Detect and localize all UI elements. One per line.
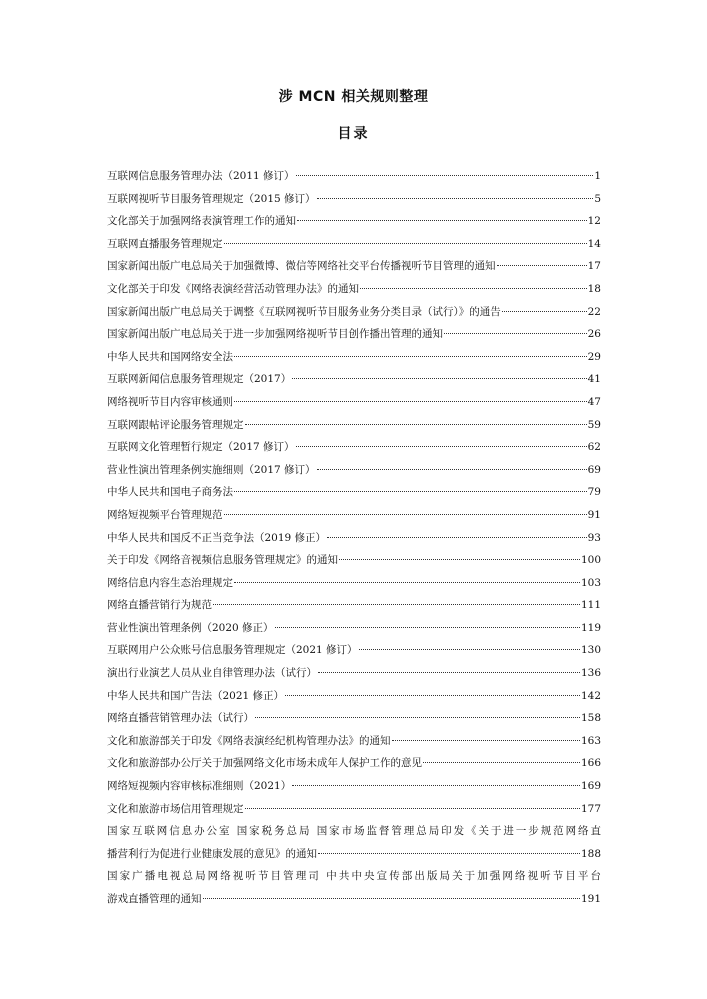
toc-entry-page: 79	[587, 486, 601, 499]
toc-leader-dots	[292, 378, 586, 379]
toc-entry[interactable]	[107, 685, 601, 708]
toc-entry[interactable]	[107, 549, 601, 572]
toc-entry-title: 国家新闻出版广电总局关于加强微博、微信等网络社交平台传播视听节目管理的通知	[107, 260, 496, 273]
toc-entry-page: 91	[587, 508, 601, 521]
toc-entry-title: 网络短视频内容审核标准细则（2021）	[107, 780, 292, 793]
toc-entry-page: 14	[587, 237, 601, 250]
toc-entry-page: 5	[594, 192, 601, 205]
toc-entry[interactable]	[107, 820, 601, 865]
toc-entry[interactable]	[107, 233, 601, 256]
toc-entry-title: 中华人民共和国网络安全法	[107, 350, 233, 363]
toc-entry[interactable]	[107, 775, 601, 798]
toc-entry-title-line2-row	[107, 843, 601, 866]
toc-entry[interactable]	[107, 165, 601, 188]
toc-entry[interactable]	[107, 730, 601, 753]
toc-entry[interactable]	[107, 323, 601, 346]
toc-entry-page: 103	[580, 576, 601, 589]
toc-leader-dots	[296, 446, 587, 447]
toc-entry[interactable]	[107, 414, 601, 437]
toc-leader-dots	[339, 559, 580, 560]
toc-entry-page: 100	[580, 554, 601, 567]
toc-entry[interactable]	[107, 436, 601, 459]
toc-entry-page: 69	[587, 463, 601, 476]
toc-entry-title-line2: 播营利行为促进行业健康发展的意见》的通知	[107, 847, 317, 860]
toc-entry-title: 中华人民共和国反不正当竞争法（2019 修正）	[107, 531, 327, 544]
toc-entry-title: 互联网信息服务管理办法（2011 修订）	[107, 170, 295, 182]
toc-leader-dots	[502, 311, 587, 312]
toc-entry-title: 互联网用户公众账号信息服务管理规定（2021 修订）	[107, 644, 358, 657]
toc-entry-title: 演出行业演艺人员从业自律管理办法（试行）	[107, 667, 317, 680]
toc-entry-page: 93	[587, 531, 601, 544]
toc-entry-page: 191	[580, 893, 601, 905]
toc-leader-dots	[203, 898, 580, 899]
toc-entry-title: 营业性演出管理条例（2020 修正）	[107, 621, 274, 634]
toc-entry-title: 互联网视听节目服务管理规定（2015 修订）	[107, 192, 316, 205]
toc-leader-dots	[444, 333, 587, 334]
toc-leader-dots	[360, 288, 587, 289]
toc-entry-title: 网络信息内容生态治理规定	[107, 576, 233, 589]
toc-entry-title-line1: 国家互联网信息办公室 国家税务总局 国家市场监督管理总局印发《关于进一步规范网络直	[107, 825, 601, 838]
toc-entry-page: 136	[580, 667, 601, 680]
toc-leader-dots	[224, 243, 587, 244]
toc-entry-page: 177	[580, 802, 601, 815]
toc-entry[interactable]	[107, 368, 601, 391]
toc-entry-page: 26	[587, 328, 601, 341]
toc-entry-title: 网络视听节目内容审核通则	[107, 395, 233, 408]
toc-entry-title-line1: 国家广播电视总局网络视听节目管理司 中共中央宣传部出版局关于加强网络视听节目平台	[107, 870, 601, 883]
table-of-contents	[107, 165, 601, 911]
toc-entry-title-line2: 游戏直播管理的通知	[107, 893, 202, 905]
toc-leader-dots	[245, 808, 580, 809]
toc-entry[interactable]	[107, 391, 601, 414]
toc-entry-page: 142	[580, 689, 601, 702]
toc-entry-page: 119	[580, 621, 601, 634]
toc-leader-dots	[292, 785, 580, 786]
toc-entry[interactable]	[107, 865, 601, 910]
toc-entry-page: 163	[580, 734, 601, 747]
toc-entry-page: 169	[580, 780, 601, 793]
toc-entry-title: 中华人民共和国广告法（2021 修正）	[107, 689, 285, 702]
toc-entry[interactable]	[107, 459, 601, 482]
toc-leader-dots	[297, 220, 587, 221]
toc-entry-page: 188	[580, 847, 601, 860]
toc-entry[interactable]	[107, 639, 601, 662]
toc-entry[interactable]	[107, 572, 601, 595]
toc-leader-dots	[255, 717, 580, 718]
toc-leader-dots	[234, 491, 587, 492]
toc-entry-title-line2-row	[107, 888, 601, 911]
toc-leader-dots	[234, 356, 587, 357]
toc-entry[interactable]	[107, 188, 601, 211]
toc-leader-dots	[318, 853, 580, 854]
toc-leader-dots	[327, 537, 587, 538]
toc-entry[interactable]	[107, 278, 601, 301]
toc-entry[interactable]	[107, 594, 601, 617]
toc-entry-page: 59	[587, 418, 601, 431]
toc-heading: 目录	[337, 126, 370, 142]
toc-leader-dots	[296, 175, 594, 176]
toc-entry-page: 111	[580, 599, 601, 612]
toc-entry[interactable]	[107, 504, 601, 527]
toc-entry-title: 国家新闻出版广电总局关于进一步加强网络视听节目创作播出管理的通知	[107, 328, 443, 341]
toc-entry-title: 文化和旅游市场信用管理规定	[107, 802, 244, 815]
toc-entry-page: 1	[594, 170, 601, 182]
toc-entry-title: 互联网文化管理暂行规定（2017 修订）	[107, 441, 295, 454]
toc-entry-title: 文化和旅游部办公厅关于加强网络文化市场未成年人保护工作的意见	[107, 757, 422, 770]
toc-entry[interactable]	[107, 662, 601, 685]
toc-entry-page: 130	[580, 644, 601, 657]
toc-entry-title: 网络直播营销行为规范	[107, 599, 212, 612]
toc-leader-dots	[423, 762, 580, 763]
toc-entry[interactable]	[107, 255, 601, 278]
toc-entry-page: 18	[587, 282, 601, 295]
toc-entry[interactable]	[107, 346, 601, 369]
toc-entry[interactable]	[107, 798, 601, 821]
toc-leader-dots	[392, 740, 580, 741]
toc-entry[interactable]	[107, 707, 601, 730]
toc-entry[interactable]	[107, 210, 601, 233]
toc-entry[interactable]	[107, 481, 601, 504]
toc-entry-title: 互联网跟帖评论服务管理规定	[107, 418, 244, 431]
toc-entry[interactable]	[107, 752, 601, 775]
toc-entry-page: 22	[587, 305, 601, 318]
toc-entry-title: 关于印发《网络音视频信息服务管理规定》的通知	[107, 554, 338, 567]
toc-entry-title: 文化部关于加强网络表演管理工作的通知	[107, 215, 296, 228]
toc-entry-title: 网络直播营销管理办法（试行）	[107, 712, 254, 725]
toc-leader-dots	[359, 649, 580, 650]
toc-leader-dots	[317, 469, 587, 470]
toc-entry-title: 中华人民共和国电子商务法	[107, 486, 233, 499]
toc-entry-title: 营业性演出管理条例实施细则（2017 修订）	[107, 463, 316, 476]
toc-leader-dots	[224, 514, 587, 515]
toc-leader-dots	[285, 695, 580, 696]
toc-leader-dots	[317, 198, 594, 199]
toc-entry-page: 158	[580, 712, 601, 725]
toc-entry-title: 国家新闻出版广电总局关于调整《互联网视听节目服务业务分类目录（试行）》的通告	[107, 305, 501, 318]
toc-leader-dots	[275, 627, 580, 628]
toc-entry-title: 网络短视频平台管理规范	[107, 508, 223, 521]
toc-leader-dots	[234, 582, 580, 583]
toc-entry[interactable]	[107, 527, 601, 550]
toc-entry-title: 文化部关于印发《网络表演经营活动管理办法》的通知	[107, 282, 359, 295]
toc-entry-title: 互联网新闻信息服务管理规定（2017）	[107, 373, 292, 386]
toc-entry-page: 166	[580, 757, 601, 770]
toc-leader-dots	[213, 604, 580, 605]
toc-leader-dots	[234, 401, 587, 402]
toc-entry[interactable]	[107, 617, 601, 640]
toc-entry-page: 62	[587, 441, 601, 454]
toc-leader-dots	[318, 672, 580, 673]
document-title: 涉 MCN 相关规则整理	[278, 89, 429, 105]
toc-entry-title: 文化和旅游部关于印发《网络表演经纪机构管理办法》的通知	[107, 734, 391, 747]
toc-entry-title: 互联网直播服务管理规定	[107, 237, 223, 250]
toc-entry-page: 47	[587, 395, 601, 408]
toc-entry-page: 17	[587, 260, 601, 273]
toc-leader-dots	[497, 265, 587, 266]
toc-entry[interactable]	[107, 301, 601, 324]
toc-leader-dots	[245, 424, 587, 425]
toc-entry-page: 12	[587, 215, 601, 228]
toc-entry-page: 29	[587, 350, 601, 363]
toc-entry-page: 41	[587, 373, 601, 386]
